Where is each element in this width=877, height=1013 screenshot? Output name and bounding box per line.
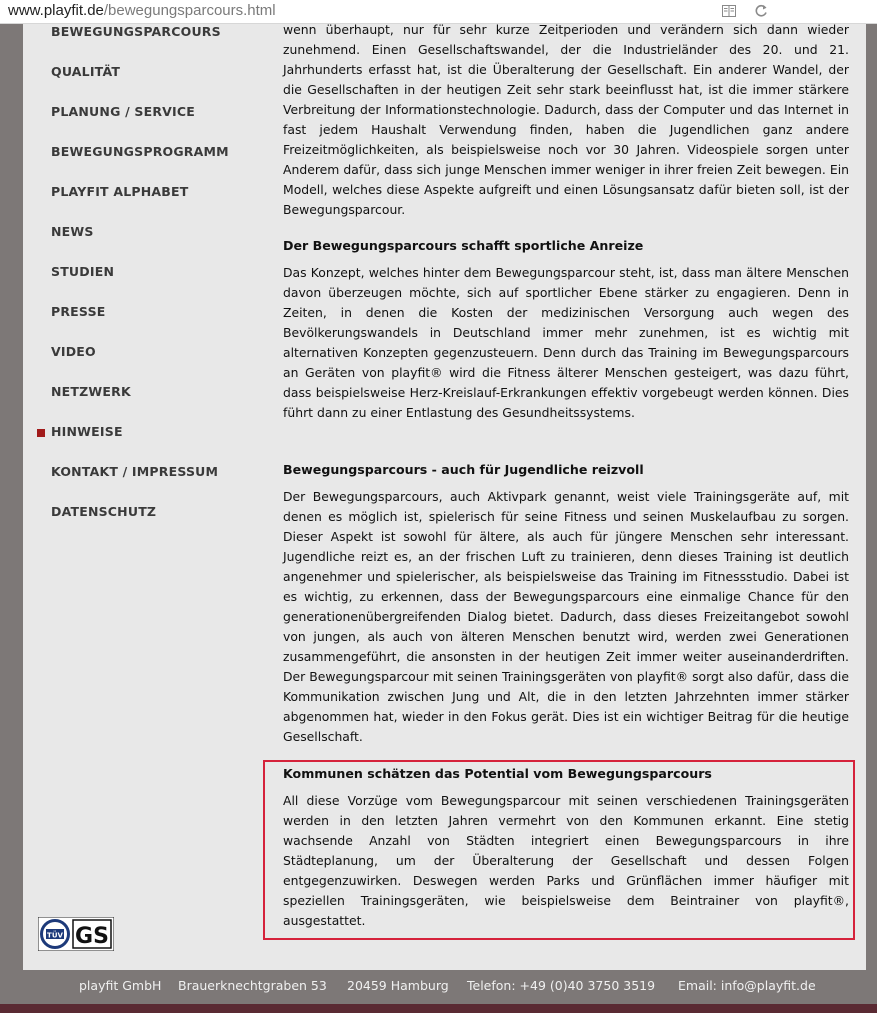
gs-logo-icon	[73, 920, 111, 949]
nav-item-netzwerk[interactable]: NETZWERK	[51, 384, 131, 399]
nav-item-video[interactable]: VIDEO	[51, 344, 96, 359]
section-heading: Kommunen schätzen das Potential vom Bewegungsparcours	[283, 766, 712, 781]
intro-paragraph: wenn überhaupt, nur für sehr kurze Zeitperioden und verändern sich dann wieder zunehmend. Einen Gesellschaftswandel, der die Industrieländer des 20. und 21. Jahrhunderts erfasst hat, ist die Überalterung der Gesellschaft. Ein anderer Wandel, der die Gesellschaften in der heutigen Zeit sehr stark beeinflusst hat, ist die immer stärkere Verbreitung der Informationstechnologie. Dadurch, dass der Computer und das Internet in fast jedem Haushalt Verwendung finden, haben die Jugendlichen ganz andere Freizeitmöglichkeiten, als beispielsweise noch vor 30 Jahren. Videospiele sorgen unter Anderem dafür, dass sich junge Menschen immer weniger in ihrer freien Zeit bewegen. Ein Modell, welches diese Aspekte aufgreift und einen Lösungsansatz dafür bieten soll, ist der Bewegungsparcour.	[283, 22, 849, 217]
svg-text:TÜV: TÜV	[47, 931, 63, 940]
nav-item-datenschutz[interactable]: DATENSCHUTZ	[51, 504, 157, 519]
url-path: /bewegungsparcours.html	[103, 2, 276, 19]
section-paragraph: Das Konzept, welches hinter dem Bewegungsparcour steht, ist, dass man ältere Menschen davon überzeugen möchte, sich auf sportlicher Ebene stärker zu engagieren. Denn in Zeiten, in denen die Kosten der medizinischen Versorgung auch wegen des Bevölkerungswandels in Deutschland immer mehr zunehmen, ist es wichtig mit alternativen Konzepten gegenzusteuern. Denn durch das Training im Bewegungsparcours an Geräten von playfit® wird die Fitness älterer Menschen gesteigert, was dazu führt, dass beispielsweise Herz-Kreislauf-Erkrankungen effektiv vorgebeugt werden können. Dies führt dann zu einer Entlastung des Gesundheitssystems.	[283, 265, 849, 420]
url-domain: www.playfit.de	[8, 2, 104, 19]
reload-icon[interactable]	[754, 3, 768, 19]
section-paragraph: Der Bewegungsparcours, auch Aktivpark genannt, weist viele Trainingsgeräte auf, mit denen es möglich ist, spielerisch für seine Fitness und seinen Muskelaufbau zu sorgen. Dieser Aspekt ist sowohl für ältere, als auch für jüngere Menschen sehr interessant. Jugendliche reizt es, an der frischen Luft zu trainieren, denn dieses Training ist deutlich angenehmer und spielerischer, als beispielsweise das Training im Fitnessstudio. Dabei ist es wichtig, zu erkennen, dass der Bewegungsparcours eine einmalige Chance für den generationenübergreifenden Dialog bietet. Dadurch, dass dieses Freizeitangebot sowohl von jungen, als auch von älteren Menschen benutzt wird, werden zwei Generationen zusammengeführt, die ansonsten in der heutigen Zeit immer weiter auseinanderdriften. Der Bewegungsparcour mit seinen Trainingsgeräten von playfit® sorgt also dafür, dass die Kommunikation zwischen Jung und Alt, die in den letzten Jahrzehnten immer stärker abgenommen hat, wieder in den Fokus gerät. Dies ist ein wichtiger Beitrag für die heutige Gesellschaft.	[283, 489, 849, 744]
nav-item-presse[interactable]: PRESSE	[51, 304, 106, 319]
nav-item-bewegungsprogramm[interactable]: BEWEGUNGSPROGRAMM	[51, 144, 229, 159]
nav-item-kontakt-impressum[interactable]: KONTAKT / IMPRESSUM	[51, 464, 219, 479]
footer-email-link[interactable]: Email: info@playfit.de	[678, 978, 816, 993]
certification-logos	[38, 917, 114, 951]
footer	[0, 970, 877, 1004]
nav-item-studien[interactable]: STUDIEN	[51, 264, 115, 279]
footer-company: playfit GmbH	[79, 978, 162, 993]
nav-item-playfit-alphabet[interactable]: PLAYFIT ALPHABET	[51, 184, 189, 199]
footer-phone: Telefon: +49 (0)40 3750 3519	[467, 978, 656, 993]
section-heading: Bewegungsparcours - auch für Jugendliche reizvoll	[283, 462, 644, 477]
nav-item-news[interactable]: NEWS	[51, 224, 94, 239]
reader-view-icon[interactable]	[722, 4, 736, 18]
page-panel	[23, 24, 866, 970]
section-paragraph: All diese Vorzüge vom Bewegungsparcour mit seinen verschiedenen Trainingsgeräten werden in den letzten Jahren vermehrt von den Kommunen erkannt. Eine stetig wachsende Anzahl von Städten integriert einen Bewegungsparcours in ihre Städteplanung, um der Überalterung der Gesellschaft und dessen Folgen entgegenzuwirken. Deswegen werden Parks und Grünflächen immer häufiger mit speziellen Trainingsgeräten, wie beispielsweise dem Beintrainer von playfit®, ausgestattet.	[283, 793, 849, 928]
svg-text:GS: GS	[75, 924, 109, 949]
nav-item-bewegungsparcours[interactable]: BEWEGUNGSPARCOURS	[51, 24, 221, 39]
url-field[interactable]	[8, 2, 276, 19]
footer-bottom-bar	[0, 1004, 877, 1013]
highlight-box	[263, 760, 855, 940]
footer-street: Brauerknechtgraben 53	[178, 978, 327, 993]
footer-city: 20459 Hamburg	[347, 978, 449, 993]
nav-item-hinweise[interactable]: HINWEISE	[51, 424, 123, 439]
tuv-logo-icon	[42, 921, 69, 948]
nav-item-qualitaet[interactable]: QUALITÄT	[51, 64, 121, 79]
active-nav-bullet	[37, 429, 45, 437]
section-heading: Der Bewegungsparcours schafft sportliche Anreize	[283, 238, 644, 253]
nav-item-planung-service[interactable]: PLANUNG / SERVICE	[51, 104, 196, 119]
